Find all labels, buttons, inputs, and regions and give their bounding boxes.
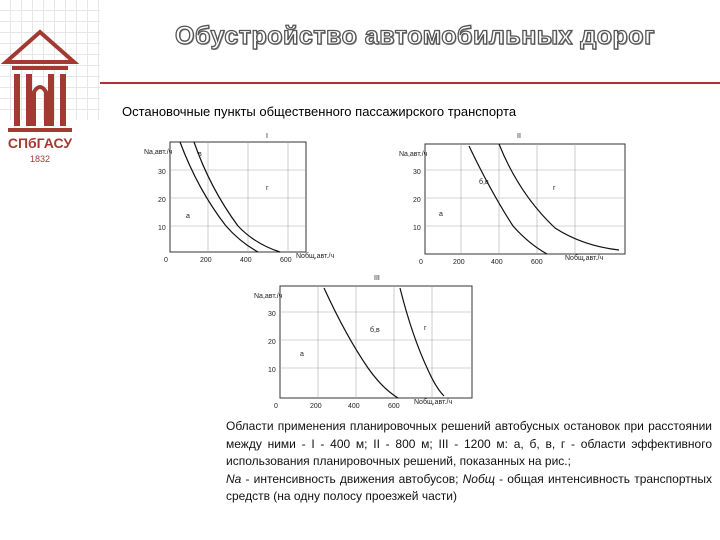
x-tick: 200 [200,257,212,264]
y-axis-label: Nа,авт./ч [254,293,283,300]
y-tick: 30 [158,169,166,176]
caption-ntotal-text: - общая интенсивность транспортных средств (на одну полосу проезжей части) [226,471,713,503]
caption-text: Области применения планировочных решений автобусных остановок при расстоянии между ними - I - 400 м; II - 800 м; III - 1200 м: а, б, в, г - области эффективного использования планировочных решений, показанных на рис.; [226,419,712,468]
chart-i-svg [140,128,335,268]
x-axis-label: Nобщ,авт./ч [414,399,453,406]
region-label: а [439,211,443,218]
y-tick: 30 [413,169,421,176]
region-label: б,в [479,179,489,186]
y-tick: 0 [274,403,278,410]
y-tick: 10 [268,367,276,374]
region-label: а [186,213,190,220]
chart-ii [395,128,635,270]
region-label: г [266,185,269,192]
chart-iii-svg [250,272,480,414]
page-title: Обустройство автомобильных дорог [175,22,655,50]
x-tick: 200 [453,259,465,266]
region-label: г [553,185,556,192]
figure-caption [226,418,712,506]
logo-name: СПбГАСУ [7,135,73,151]
x-tick: 400 [240,257,252,264]
x-tick: 600 [388,403,400,410]
y-axis-label: Nа,авт./ч [399,151,428,158]
x-tick: 400 [348,403,360,410]
y-axis-label: Nа,авт./ч [144,149,173,156]
chart-roman: III [374,275,380,282]
chart-roman: II [517,133,521,140]
y-tick: 0 [419,259,423,266]
chart-roman: I [266,133,268,140]
x-tick: 400 [491,259,503,266]
chart-ii-svg [395,128,635,270]
university-logo [0,22,80,172]
region-label: б,в [370,327,380,334]
y-tick: 10 [158,225,166,232]
y-tick: 20 [268,339,276,346]
x-axis-label: Nобщ,авт./ч [296,253,335,260]
x-axis-label: Nобщ,авт./ч [565,255,604,262]
region-label: а [300,351,304,358]
y-tick: 20 [158,197,166,204]
region-label: в [198,151,202,158]
y-tick: 10 [413,225,421,232]
title-divider [100,82,720,84]
logo-year: 1832 [29,154,51,164]
y-tick: 30 [268,311,276,318]
x-tick: 600 [280,257,292,264]
chart-i [140,128,335,268]
region-label: г [424,325,427,332]
x-tick: 600 [531,259,543,266]
caption-na-text: - интенсивность движения автобусов; [241,471,463,486]
caption-na-symbol: Nа [226,471,242,486]
y-tick: 0 [164,257,168,264]
y-tick: 20 [413,197,421,204]
chart-iii [250,272,480,414]
caption-ntotal-symbol: Nобщ [462,471,495,486]
x-tick: 200 [310,403,322,410]
section-subtitle: Остановочные пункты общественного пассажирского транспорта [122,104,517,119]
